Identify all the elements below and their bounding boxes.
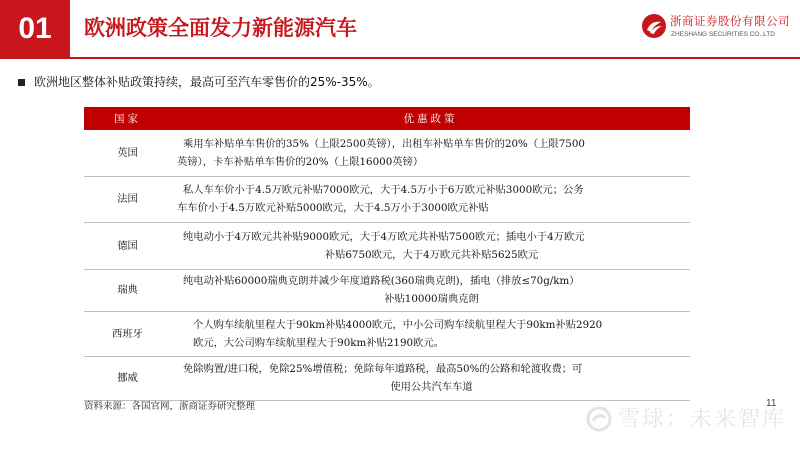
page-title: 欧洲政策全面发力新能源汽车: [84, 16, 357, 40]
policy-line: 补贴10000瑞典克朗: [384, 293, 479, 305]
policy-line: 免除购置/进口税，免除25%增值税；免除每年道路税，最高50%的公路和轮渡收费；可: [183, 363, 583, 375]
table-row: [84, 311, 690, 356]
policy-line: 使用公共汽车车道: [390, 381, 473, 393]
country-cell: 英国: [84, 130, 171, 176]
policy-line: 英镑），卡车补贴单车售价的20%（上限16000英镑）: [177, 155, 424, 168]
policy-line: 车车价小于4.5万欧元补贴5000欧元，大于4.5万小于3000欧元补贴: [177, 202, 489, 214]
country-cell: 西班牙: [84, 311, 171, 356]
watermark: [586, 402, 796, 442]
company-logo: [641, 11, 791, 47]
snowball-logo-icon: [586, 406, 612, 432]
page-number: 11: [766, 398, 777, 409]
table-row: [84, 176, 690, 222]
source-note: 资料来源：各国官网，浙商证券研究整理: [84, 401, 256, 412]
policy-line: 个人购车续航里程大于90km补贴4000欧元，中小公司购车续航里程大于90km补贴2920: [193, 318, 603, 331]
table-row: [84, 269, 690, 311]
policy-cell: [171, 356, 690, 400]
table-row: [84, 222, 690, 269]
column-header-country: 国家: [84, 107, 171, 130]
policy-line: 乘用车补贴单车售价的35%（上限2500英镑），出租车补贴单车售价的20%（上限7500: [183, 137, 585, 150]
bullet-square-icon: [18, 79, 25, 86]
column-header-policy: 优惠政策: [171, 107, 690, 130]
policy-cell: [171, 130, 690, 176]
country-cell: 德国: [84, 222, 171, 269]
section-number: 01: [18, 12, 52, 45]
watermark-text: 雪球：未来智库: [618, 407, 787, 432]
policy-line: 纯电动小于4万欧元共补贴9000欧元，大于4万欧元共补贴7500欧元；插电小于4万欧元: [183, 230, 585, 243]
logo-english-name: ZHESHANG SECURITIES CO.,LTD: [671, 31, 775, 38]
policy-cell: [171, 176, 690, 222]
subtitle: 欧洲地区整体补贴政策持续，最高可至汽车零售价的25%-35%。: [34, 75, 380, 89]
policy-line: 补贴6750欧元，大于4万欧元共补贴5625欧元: [324, 248, 539, 261]
policy-line: 欧元，大公司购车续航里程大于90km补贴2190欧元。: [193, 336, 444, 349]
country-cell: 法国: [84, 176, 171, 222]
policy-line: 私人车车价小于4.5万欧元补贴7000欧元，大于4.5万小于6万欧元补贴3000欧元；公务: [183, 184, 584, 196]
policy-table: [84, 107, 690, 401]
country-cell: 瑞典: [84, 269, 171, 311]
logo-chinese-name: 浙商证券股份有限公司: [670, 14, 790, 28]
country-cell: 挪威: [84, 356, 171, 400]
header-divider: [0, 57, 800, 59]
section-number-badge: [0, 0, 70, 57]
table-row: [84, 356, 690, 400]
policy-cell: [171, 269, 690, 311]
table-header-row: [84, 107, 690, 130]
policy-cell: [171, 311, 690, 356]
zheshang-logo-icon: [641, 13, 667, 39]
policy-cell: [171, 222, 690, 269]
table-row: [84, 130, 690, 176]
policy-line: 纯电动补贴60000瑞典克朗并减少年度道路税(360瑞典克朗)，插电（排放≤70g/km）: [183, 275, 580, 287]
